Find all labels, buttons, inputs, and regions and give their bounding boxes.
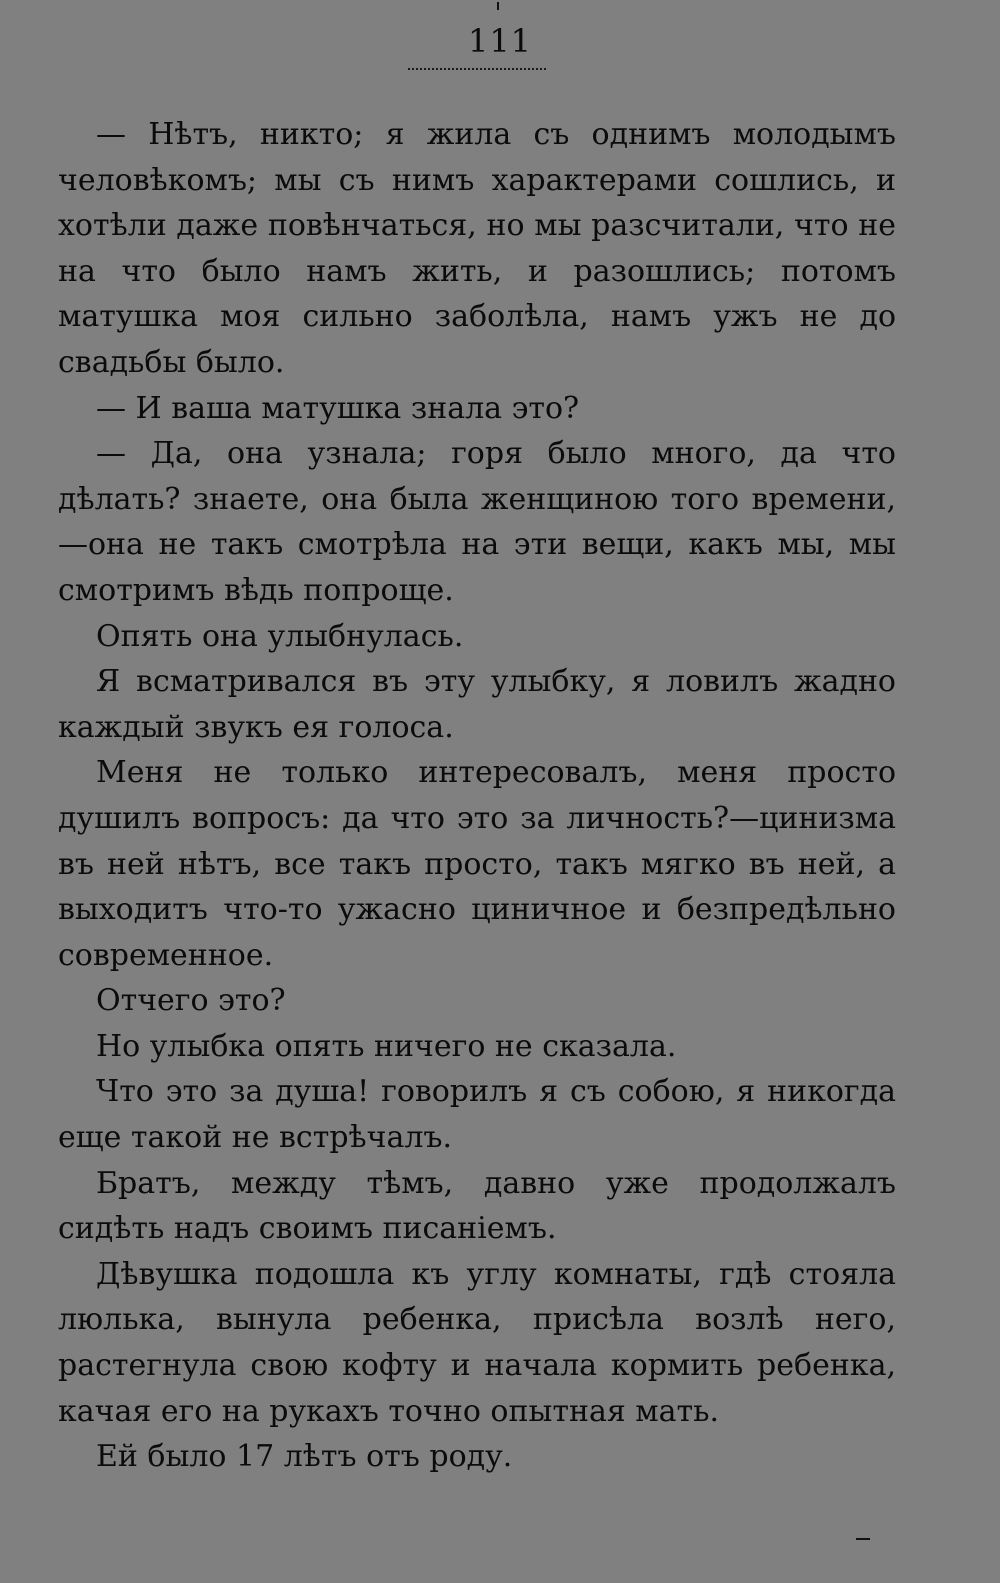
paragraph: Отчего это? [96,983,286,1019]
paragraph: Но улыбка опять ничего не сказала. [96,1028,677,1064]
paragraph: — Нѣтъ, никто; я жила съ однимъ молодымъ человѣкомъ; мы съ нимъ характерами сошлись, и хотѣли даже повѣнчаться, но мы разсчитали, что не на что было намъ жить, и разошлись; потомъ матушка моя сильно заболѣла, намъ ужъ не до свадьбы было. [58,117,896,380]
print-speck [856,1538,870,1540]
page-number: 111 [467,22,533,60]
paragraph: Дѣвушка подошла къ углу комнаты, гдѣ стояла люлька, вынула ребенка, присѣла возлѣ него, растегнула свою кофту и начала кормить ребенка, качая его на рукахъ точно опытная мать. [58,1256,896,1429]
paragraph: Опять она улыбнулась. [96,618,464,654]
body-text [58,112,896,1480]
paragraph: Ей было 17 лѣтъ отъ роду. [96,1439,513,1475]
paragraph: — Да, она узнала; горя было много, да что дѣлать? знаете, она была женщиною того времени,—она не такъ смотрѣла на эти вещи, какъ мы, мы смотримъ вѣдь попроще. [58,436,896,608]
paragraph: Я всматривался въ эту улыбку, я ловилъ жадно каждый звукъ ея голоса. [58,664,896,745]
print-speck [497,2,499,10]
paragraph: Меня не только интересовалъ, меня просто душилъ вопросъ: да что это за личность?—цинизма въ ней нѣтъ, все такъ просто, такъ мягко въ ней, а выходитъ что-то ужасно циничное и безпредѣльно современное. [58,755,896,973]
header-rule [408,68,546,70]
paragraph: — И ваша матушка знала это? [96,390,580,426]
paragraph: Что это за душа! говорилъ я съ собою, я никогда еще такой не встрѣчалъ. [58,1074,896,1156]
paragraph: Братъ, между тѣмъ, давно уже продолжалъ сидѣть надъ своимъ писаніемъ. [58,1165,896,1247]
